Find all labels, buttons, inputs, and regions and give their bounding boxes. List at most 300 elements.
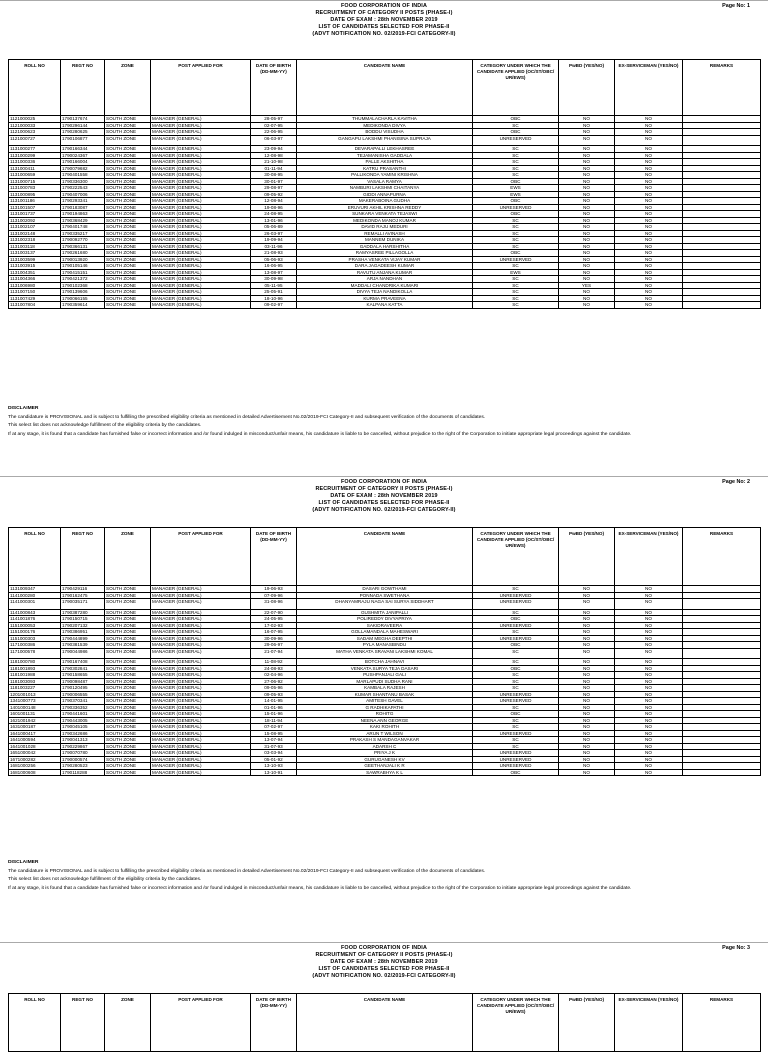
cell-pwbd: NO bbox=[559, 599, 615, 610]
cell-regt: 1790401748 bbox=[61, 224, 105, 231]
cell-ex-serviceman: NO bbox=[615, 289, 683, 296]
cell-ex-serviceman: NO bbox=[615, 750, 683, 757]
cell-post: MANAGER (GENERAL) bbox=[151, 256, 251, 263]
page-number: Page No: 1 bbox=[722, 3, 750, 9]
cell-candidate: RAVUTU ANJANA KUMAR bbox=[297, 269, 473, 276]
cell-zone: SOUTH ZONE bbox=[105, 198, 151, 205]
cell-pwbd: NO bbox=[559, 730, 615, 737]
cell-category: OBC bbox=[473, 711, 559, 718]
cell-ex-serviceman: NO bbox=[615, 198, 683, 205]
cell-roll: 1131002107 bbox=[9, 224, 61, 231]
cell-ex-serviceman: NO bbox=[615, 678, 683, 685]
disclaimer-line-3: If at any stage, it is found that a candidate has furnished false or incorrect information and /or found indulged in misconduct/unfair means, his candidature is liable to be cancelled, without prejudice to the right of the Corporation to initiate appropriate legal proceedings against the candidate. bbox=[8, 431, 632, 437]
cell-post: MANAGER (GENERAL) bbox=[151, 724, 251, 731]
cell-zone: SOUTH ZONE bbox=[105, 665, 151, 672]
cell-roll: 1181001893 bbox=[9, 665, 61, 672]
cell-candidate: SADAM MEGHA DEEPTHI bbox=[297, 635, 473, 642]
cell-date: 15-08-95 bbox=[251, 730, 297, 737]
cell-category: UNRESERVED bbox=[473, 691, 559, 698]
cell-roll: 1131003915 bbox=[9, 263, 61, 270]
table-row bbox=[9, 211, 761, 218]
cell-regt: 1790280625 bbox=[61, 129, 105, 136]
cell-date: 17-02-93 bbox=[251, 622, 297, 629]
cell-roll: 1401000148 bbox=[9, 704, 61, 711]
cell-date: 02-07-95 bbox=[251, 122, 297, 129]
cell-pwbd: NO bbox=[559, 698, 615, 705]
table-row bbox=[9, 743, 761, 750]
cell-ex-serviceman: NO bbox=[615, 691, 683, 698]
column-header: REGT NO bbox=[61, 994, 105, 1052]
cell-zone: SOUTH ZONE bbox=[105, 302, 151, 309]
cell-zone: SOUTH ZONE bbox=[105, 750, 151, 757]
cell-date: 01-01-96 bbox=[251, 704, 297, 711]
column-header: ZONE bbox=[105, 994, 151, 1052]
cell-zone: SOUTH ZONE bbox=[105, 159, 151, 166]
cell-post: MANAGER (GENERAL) bbox=[151, 756, 251, 763]
cell-date: 09-05-96 bbox=[251, 685, 297, 692]
cell-zone: SOUTH ZONE bbox=[105, 172, 151, 179]
page-header bbox=[0, 477, 768, 531]
cell-ex-serviceman: NO bbox=[615, 237, 683, 244]
cell-pwbd: NO bbox=[559, 204, 615, 211]
cell-ex-serviceman: NO bbox=[615, 769, 683, 776]
cell-candidate: DARA JAGADEESH KUMAR bbox=[297, 263, 473, 270]
cell-pwbd: NO bbox=[559, 289, 615, 296]
cell-regt: 1790421372 bbox=[61, 276, 105, 283]
cell-roll: 1121000033 bbox=[9, 122, 61, 129]
cell-regt: 1790302841 bbox=[61, 665, 105, 672]
table-row bbox=[9, 642, 761, 649]
table-row bbox=[9, 256, 761, 263]
cell-roll: 1131002092 bbox=[9, 217, 61, 224]
cell-pwbd: NO bbox=[559, 256, 615, 263]
cell-regt: 1790035171 bbox=[61, 599, 105, 610]
cell-regt: 1790105146 bbox=[61, 263, 105, 270]
cell-zone: SOUTH ZONE bbox=[105, 642, 151, 649]
cell-roll: 1131001737 bbox=[9, 211, 61, 218]
cell-pwbd: NO bbox=[559, 165, 615, 172]
cell-post: MANAGER (GENERAL) bbox=[151, 609, 251, 616]
cell-date: 09-02-97 bbox=[251, 302, 297, 309]
cell-date: 19-08-96 bbox=[251, 204, 297, 211]
cell-zone: SOUTH ZONE bbox=[105, 263, 151, 270]
table-row bbox=[9, 243, 761, 250]
cell-roll: 1671000282 bbox=[9, 756, 61, 763]
cell-zone: SOUTH ZONE bbox=[105, 737, 151, 744]
cell-zone: SOUTH ZONE bbox=[105, 282, 151, 289]
cell-date: 19-06-93 bbox=[251, 586, 297, 593]
cell-date: 05-06-89 bbox=[251, 224, 297, 231]
cell-zone: SOUTH ZONE bbox=[105, 230, 151, 237]
cell-candidate: PRASHA VENKATA VIJAY KUMAR bbox=[297, 256, 473, 263]
cell-zone: SOUTH ZONE bbox=[105, 211, 151, 218]
cell-pwbd: NO bbox=[559, 191, 615, 198]
cell-candidate: DEVARAPALLI LEKHASREE bbox=[297, 146, 473, 153]
cell-zone: SOUTH ZONE bbox=[105, 691, 151, 698]
cell-post: MANAGER (GENERAL) bbox=[151, 730, 251, 737]
cell-category: SC bbox=[473, 685, 559, 692]
cell-zone: SOUTH ZONE bbox=[105, 672, 151, 679]
advt-notification: (ADVT NOTIFICATION NO. 02/2019-FCI CATEGORY-II) bbox=[312, 973, 456, 980]
cell-regt: 1790120495 bbox=[61, 685, 105, 692]
cell-zone: SOUTH ZONE bbox=[105, 116, 151, 123]
cell-candidate: KALPANA KATTA bbox=[297, 302, 473, 309]
cell-zone: SOUTH ZONE bbox=[105, 685, 151, 692]
cell-pwbd: NO bbox=[559, 609, 615, 616]
cell-candidate: SUNKARA VENKATA TEJASWI bbox=[297, 211, 473, 218]
cell-candidate: NEENA ANN GEORGE bbox=[297, 717, 473, 724]
table-row bbox=[9, 678, 761, 685]
cell-ex-serviceman: NO bbox=[615, 665, 683, 672]
cell-date: 13-10-93 bbox=[251, 763, 297, 770]
table-row bbox=[9, 592, 761, 599]
cell-zone: SOUTH ZONE bbox=[105, 276, 151, 283]
cell-date: 06-03-97 bbox=[251, 135, 297, 146]
cell-roll: 1141001876 bbox=[9, 616, 61, 623]
cell-roll: 1341000773 bbox=[9, 698, 61, 705]
cell-post: MANAGER (GENERAL) bbox=[151, 224, 251, 231]
cell-date: 22-07-90 bbox=[251, 609, 297, 616]
cell-ex-serviceman: NO bbox=[615, 204, 683, 211]
cell-roll: 1131000659 bbox=[9, 172, 61, 179]
cell-ex-serviceman: NO bbox=[615, 256, 683, 263]
cell-post: MANAGER (GENERAL) bbox=[151, 704, 251, 711]
cell-candidate: MEDIKONDA MANOJ KUMAR bbox=[297, 217, 473, 224]
cell-post: MANAGER (GENERAL) bbox=[151, 592, 251, 599]
cell-candidate: GUSHMITA JANIPALLI bbox=[297, 609, 473, 616]
column-header: CATEGORY UNDER WHICH THE CANDIDATE APPLIED (OC/ST/OBC/ UR/EWS) bbox=[473, 994, 559, 1052]
cell-regt: 1790102368 bbox=[61, 282, 105, 289]
disclaimer-line-2: This select list does not acknowledge fulfillment of the eligibility criteria by the candidates. bbox=[8, 877, 202, 883]
cell-pwbd: NO bbox=[559, 276, 615, 283]
disclaimer-line-1: The candidature is PROVISIONAL and is subject to fulfilling the prescribed eligibility criteria as mentioned in detailed Advertisement No.02/2019-FCI Category-II and subsequent verification of the documents of candidates. bbox=[8, 868, 486, 874]
cell-category: SC bbox=[473, 276, 559, 283]
cell-regt: 1790280523 bbox=[61, 763, 105, 770]
column-header: ROLL NO bbox=[9, 60, 61, 116]
cell-candidate: NAMBURI LAKSHMI CHAITANYA bbox=[297, 185, 473, 192]
cell-regt: 1790386951 bbox=[61, 629, 105, 636]
cell-category: SC bbox=[473, 672, 559, 679]
cell-date: 24-08-93 bbox=[251, 665, 297, 672]
cell-regt: 1790335217 bbox=[61, 230, 105, 237]
cell-category: SC bbox=[473, 237, 559, 244]
cell-ex-serviceman: NO bbox=[615, 295, 683, 302]
cell-pwbd: NO bbox=[559, 250, 615, 257]
cell-ex-serviceman: NO bbox=[615, 185, 683, 192]
cell-pwbd: NO bbox=[559, 295, 615, 302]
cell-pwbd: NO bbox=[559, 198, 615, 205]
cell-category: SC bbox=[473, 152, 559, 159]
column-header: CANDIDATE NAME bbox=[297, 528, 473, 586]
page-header bbox=[0, 943, 768, 997]
cell-candidate: ROHITG bbox=[297, 711, 473, 718]
table-row bbox=[9, 635, 761, 642]
cell-date: 09-05-93 bbox=[251, 691, 297, 698]
cell-date: 05-01-92 bbox=[251, 756, 297, 763]
cell-zone: SOUTH ZONE bbox=[105, 224, 151, 231]
column-header: PwBD (YES/NO) bbox=[559, 994, 615, 1052]
table-row bbox=[9, 237, 761, 244]
cell-pwbd: NO bbox=[559, 135, 615, 146]
cell-zone: SOUTH ZONE bbox=[105, 599, 151, 610]
table-row bbox=[9, 146, 761, 153]
cell-zone: SOUTH ZONE bbox=[105, 204, 151, 211]
cell-date: 28-05-97 bbox=[251, 116, 297, 123]
cell-ex-serviceman: NO bbox=[615, 743, 683, 750]
cell-pwbd: NO bbox=[559, 685, 615, 692]
cell-candidate: BOTCHA JAHNAVI bbox=[297, 659, 473, 666]
cell-zone: SOUTH ZONE bbox=[105, 629, 151, 636]
cell-candidate: PALLIKONDA YAMINI KRISHNA bbox=[297, 172, 473, 179]
cell-pwbd: NO bbox=[559, 211, 615, 218]
cell-post: MANAGER (GENERAL) bbox=[151, 685, 251, 692]
cell-zone: SOUTH ZONE bbox=[105, 592, 151, 599]
cell-candidate: MATHA VENKATA SRAVANI LAKSHMI KOMAL bbox=[297, 648, 473, 659]
cell-category: SC bbox=[473, 217, 559, 224]
cell-candidate: KATRU PRASANTHI bbox=[297, 165, 473, 172]
cell-candidate: GURUGANESH KV bbox=[297, 756, 473, 763]
cell-regt: 1790066155 bbox=[61, 295, 105, 302]
cell-candidate: PUSHPANJALI GALI bbox=[297, 672, 473, 679]
cell-category: SC bbox=[473, 648, 559, 659]
cell-regt: 1790336300 bbox=[61, 178, 105, 185]
cell-candidate: MANNEM DUNIKA bbox=[297, 237, 473, 244]
table-row bbox=[9, 198, 761, 205]
cell-roll: 1131004351 bbox=[9, 269, 61, 276]
cell-candidate: PRIYA J K bbox=[297, 750, 473, 757]
cell-ex-serviceman: NO bbox=[615, 302, 683, 309]
cell-zone: SOUTH ZONE bbox=[105, 289, 151, 296]
column-header: CANDIDATE NAME bbox=[297, 994, 473, 1052]
cell-ex-serviceman: NO bbox=[615, 250, 683, 257]
cell-post: MANAGER (GENERAL) bbox=[151, 165, 251, 172]
cell-date: 29-08-97 bbox=[251, 185, 297, 192]
cell-category: EWS bbox=[473, 269, 559, 276]
cell-category: SC bbox=[473, 737, 559, 744]
cell-regt: 1790166344 bbox=[61, 146, 105, 153]
cell-roll: 1641001028 bbox=[9, 743, 61, 750]
cell-date: 22-06-95 bbox=[251, 129, 297, 136]
cell-category: SC bbox=[473, 230, 559, 237]
table-row bbox=[9, 599, 761, 610]
cell-ex-serviceman: NO bbox=[615, 122, 683, 129]
cell-zone: SOUTH ZONE bbox=[105, 678, 151, 685]
cell-regt: 1790387280 bbox=[61, 609, 105, 616]
table-row bbox=[9, 730, 761, 737]
table-row bbox=[9, 609, 761, 616]
cell-roll: 1131007150 bbox=[9, 289, 61, 296]
cell-roll: 1171000578 bbox=[9, 648, 61, 659]
cell-ex-serviceman: NO bbox=[615, 159, 683, 166]
cell-regt: 1790041313 bbox=[61, 737, 105, 744]
cell-date: 24-08-95 bbox=[251, 211, 297, 218]
cell-regt: 1790006555 bbox=[61, 691, 105, 698]
cell-regt: 1790293341 bbox=[61, 198, 105, 205]
cell-regt: 1790370341 bbox=[61, 698, 105, 705]
cell-ex-serviceman: NO bbox=[615, 763, 683, 770]
cell-pwbd: NO bbox=[559, 129, 615, 136]
cell-roll: 1121000727 bbox=[9, 135, 61, 146]
cell-zone: SOUTH ZONE bbox=[105, 724, 151, 731]
cell-date: 13-08-97 bbox=[251, 269, 297, 276]
cell-candidate: DASARI GOWTHAMI bbox=[297, 586, 473, 593]
cell-roll: 1131000277 bbox=[9, 146, 61, 153]
cell-ex-serviceman: NO bbox=[615, 129, 683, 136]
cell-category: SC bbox=[473, 295, 559, 302]
column-header: REGT NO bbox=[61, 60, 105, 116]
cell-roll: 1141000843 bbox=[9, 609, 61, 616]
cell-category: OBC bbox=[473, 178, 559, 185]
cell-regt: 1790415151 bbox=[61, 269, 105, 276]
list-title: LIST OF CANDIDATES SELECTED FOR PHASE-II bbox=[318, 966, 450, 973]
advt-notification: (ADVT NOTIFICATION NO. 02/2019-FCI CATEGORY-II) bbox=[312, 31, 456, 38]
cell-regt: 1790162475 bbox=[61, 592, 105, 599]
cell-category: SC bbox=[473, 659, 559, 666]
cell-ex-serviceman: NO bbox=[615, 698, 683, 705]
cell-category: SC bbox=[473, 724, 559, 731]
cell-candidate: MARLAPUDI SUDHA RANI bbox=[297, 678, 473, 685]
table-row bbox=[9, 698, 761, 705]
cell-category: SC bbox=[473, 243, 559, 250]
cell-candidate: ADARSH C bbox=[297, 743, 473, 750]
cell-category: SC bbox=[473, 609, 559, 616]
column-headers bbox=[8, 527, 761, 586]
column-header: ZONE bbox=[105, 60, 151, 116]
cell-roll: 1131001186 bbox=[9, 198, 61, 205]
cell-date: 16-06-95 bbox=[251, 263, 297, 270]
cell-candidate: VASALA RAMYA bbox=[297, 178, 473, 185]
table-row bbox=[9, 230, 761, 237]
cell-roll: 1131000411 bbox=[9, 165, 61, 172]
cell-post: MANAGER (GENERAL) bbox=[151, 237, 251, 244]
cell-roll: 1131003137 bbox=[9, 250, 61, 257]
table-row bbox=[9, 622, 761, 629]
cell-regt: 1790079682 bbox=[61, 165, 105, 172]
exam-date: DATE OF EXAM : 28th NOVEMBER 2019 bbox=[330, 493, 438, 500]
cell-pwbd: NO bbox=[559, 224, 615, 231]
cell-candidate: GEETHANJALI K R bbox=[297, 763, 473, 770]
cell-date: 18-10-96 bbox=[251, 295, 297, 302]
org-name: FOOD CORPORATION OF INDIA bbox=[340, 945, 427, 951]
cell-zone: SOUTH ZONE bbox=[105, 648, 151, 659]
cell-category: EWS bbox=[473, 185, 559, 192]
cell-pwbd: NO bbox=[559, 678, 615, 685]
cell-pwbd: NO bbox=[559, 243, 615, 250]
recruitment-title: RECRUITMENT OF CATEGORY II POSTS (PHASE-I) bbox=[315, 10, 453, 17]
cell-date: 15-01-96 bbox=[251, 711, 297, 718]
cell-post: MANAGER (GENERAL) bbox=[151, 204, 251, 211]
cell-roll: 1171000386 bbox=[9, 642, 61, 649]
cell-zone: SOUTH ZONE bbox=[105, 152, 151, 159]
recruitment-title: RECRUITMENT OF CATEGORY II POSTS (PHASE-I) bbox=[315, 486, 453, 493]
cell-category: UNRESERVED bbox=[473, 622, 559, 629]
table-row bbox=[9, 763, 761, 770]
cell-roll: 1181000780 bbox=[9, 659, 61, 666]
cell-roll: 1181001988 bbox=[9, 672, 61, 679]
cell-pwbd: NO bbox=[559, 743, 615, 750]
cell-category: SC bbox=[473, 704, 559, 711]
cell-zone: SOUTH ZONE bbox=[105, 717, 151, 724]
cell-pwbd: NO bbox=[559, 172, 615, 179]
cell-category: OBC bbox=[473, 616, 559, 623]
table-row bbox=[9, 282, 761, 289]
cell-date: 05-06-93 bbox=[251, 256, 297, 263]
cell-roll: 1131001507 bbox=[9, 204, 61, 211]
cell-date: 11-08-92 bbox=[251, 659, 297, 666]
cell-regt: 1790092770 bbox=[61, 237, 105, 244]
cell-candidate: MEDIKONDA DIVYA bbox=[297, 122, 473, 129]
cell-pwbd: NO bbox=[559, 665, 615, 672]
cell-pwbd: NO bbox=[559, 672, 615, 679]
cell-pwbd: NO bbox=[559, 116, 615, 123]
cell-ex-serviceman: NO bbox=[615, 146, 683, 153]
cell-candidate: DIVYA TEJA NANDIKOLLA bbox=[297, 289, 473, 296]
cell-ex-serviceman: NO bbox=[615, 243, 683, 250]
cell-candidate: PRAKASH S MANDAGANVAKAR bbox=[297, 737, 473, 744]
cell-zone: SOUTH ZONE bbox=[105, 659, 151, 666]
cell-post: MANAGER (GENERAL) bbox=[151, 698, 251, 705]
cell-date: 07-09-96 bbox=[251, 592, 297, 599]
cell-remarks bbox=[683, 769, 761, 776]
cell-regt: 1790429116 bbox=[61, 586, 105, 593]
disclaimer-line-1: The candidature is PROVISIONAL and is subject to fulfilling the prescribed eligibility criteria as mentioned in detailed Advertisement No.02/2019-FCI Category-II and subsequent verification of the documents of candidates. bbox=[8, 414, 486, 420]
candidates-table bbox=[8, 115, 761, 309]
exam-date: DATE OF EXAM : 28th NOVEMBER 2019 bbox=[330, 959, 438, 966]
cell-date: 12-08-98 bbox=[251, 152, 297, 159]
cell-candidate: SAKIDRAVEERA bbox=[297, 622, 473, 629]
cell-remarks bbox=[683, 302, 761, 309]
cell-roll: 1131004366 bbox=[9, 276, 61, 283]
cell-zone: SOUTH ZONE bbox=[105, 769, 151, 776]
cell-ex-serviceman: NO bbox=[615, 282, 683, 289]
page-2 bbox=[0, 476, 768, 943]
cell-category: SC bbox=[473, 122, 559, 129]
cell-category: UNRESERVED bbox=[473, 763, 559, 770]
cell-zone: SOUTH ZONE bbox=[105, 743, 151, 750]
cell-roll: 1641000417 bbox=[9, 730, 61, 737]
cell-roll: 1631000187 bbox=[9, 724, 61, 731]
cell-ex-serviceman: NO bbox=[615, 724, 683, 731]
cell-roll: 1151000303 bbox=[9, 635, 61, 642]
cell-ex-serviceman: NO bbox=[615, 172, 683, 179]
cell-ex-serviceman: NO bbox=[615, 635, 683, 642]
table-row bbox=[9, 269, 761, 276]
table-row bbox=[9, 295, 761, 302]
cell-remarks bbox=[683, 599, 761, 610]
cell-post: MANAGER (GENERAL) bbox=[151, 769, 251, 776]
cell-date: 01-11-94 bbox=[251, 165, 297, 172]
cell-post: MANAGER (GENERAL) bbox=[151, 250, 251, 257]
cell-category: UNRESERVED bbox=[473, 256, 559, 263]
table-row bbox=[9, 172, 761, 179]
cell-regt: 1790098487 bbox=[61, 678, 105, 685]
cell-zone: SOUTH ZONE bbox=[105, 237, 151, 244]
cell-roll: 1131003118 bbox=[9, 243, 61, 250]
cell-candidate: PYLA MANASBINDU bbox=[297, 642, 473, 649]
cell-category: SC bbox=[473, 224, 559, 231]
page-header bbox=[0, 1, 768, 55]
column-headers bbox=[8, 59, 761, 116]
column-header: CATEGORY UNDER WHICH THE CANDIDATE APPLIED (OC/ST/OBC/ UR/EWS) bbox=[473, 528, 559, 586]
cell-pwbd: NO bbox=[559, 217, 615, 224]
table-row bbox=[9, 724, 761, 731]
cell-ex-serviceman: NO bbox=[615, 191, 683, 198]
cell-date: 13-07-94 bbox=[251, 737, 297, 744]
cell-pwbd: NO bbox=[559, 737, 615, 744]
cell-regt: 1790194863 bbox=[61, 211, 105, 218]
cell-regt: 1790167408 bbox=[61, 659, 105, 666]
cell-candidate: THUMMALACHARLA KAVITHA bbox=[297, 116, 473, 123]
